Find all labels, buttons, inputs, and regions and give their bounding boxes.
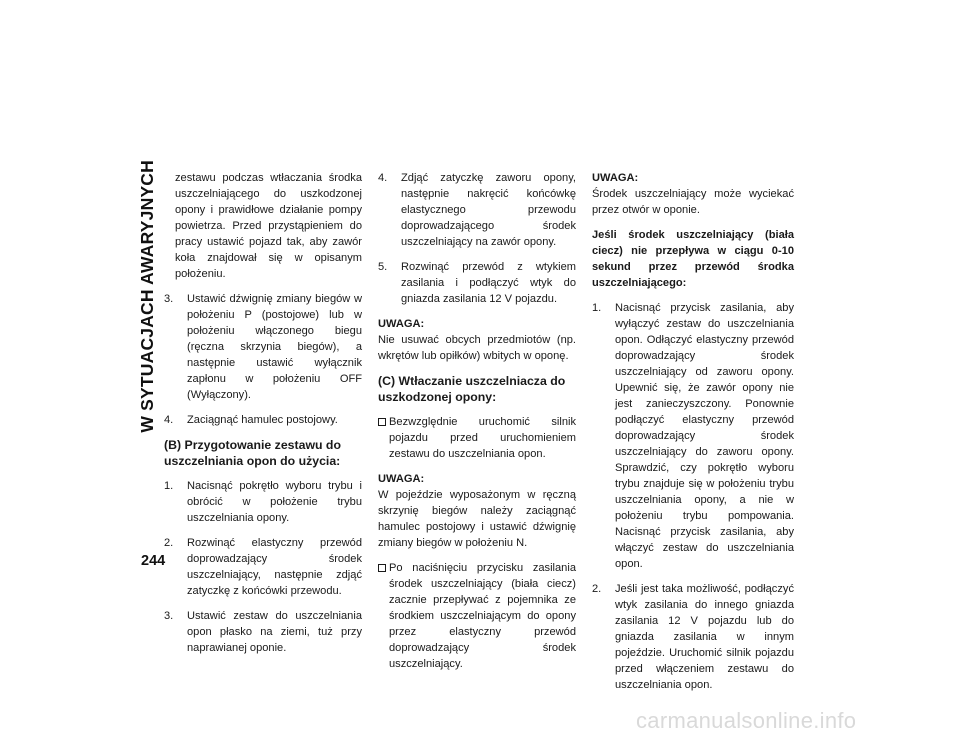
- step-text: Rozwinąć elastyczny przewód doprowadzający środek uszczelniający, następnie zdjąć zatyczkę z końcówki przewodu.: [187, 537, 362, 597]
- step-number: 1.: [164, 480, 174, 492]
- checkbox-bullet-icon: [378, 418, 386, 426]
- section-title: W SYTUACJACH AWARYJNYCH: [137, 160, 157, 433]
- step-number: 1.: [592, 302, 602, 314]
- note-text: Środek uszczelniający może wyciekać przez otwór w oponie.: [592, 188, 794, 216]
- checkbox-bullet-icon: [378, 564, 386, 572]
- note-label: UWAGA:: [378, 318, 425, 330]
- watermark: carmanualsonline.info: [636, 708, 857, 733]
- continuation-paragraph: zestawu podczas wtłaczania środka uszczelniającego do uszkodzonej opony i prawidłowe działanie pompy powietrza. Przed przystąpieniem do pracy ustawić pojazd tak, aby zawór koła znajdował się w opisanym położeniu.: [175, 172, 362, 280]
- note-label: UWAGA:: [378, 473, 425, 485]
- bullet-text: Bezwzględnie uruchomić silnik pojazdu przed uruchomieniem zestawu do uszczelniania opon.: [389, 416, 576, 460]
- step-number: 3.: [164, 610, 174, 622]
- list-item: [592, 581, 794, 693]
- bullet-item: [378, 560, 576, 672]
- step-number: 2.: [164, 537, 174, 549]
- step-text: Rozwinąć przewód z wtykiem zasilania i podłączyć wtyk do gniazda zasilania 12 V pojazdu.: [401, 261, 576, 305]
- note-label: UWAGA:: [592, 172, 639, 184]
- step-number: 2.: [592, 583, 602, 595]
- step-number: 5.: [378, 261, 388, 273]
- warning-paragraph: Jeśli środek uszczelniający (biała ciecz) nie przepływa w ciągu 0-10 sekund przez przewód środka uszczelniającego:: [592, 229, 794, 289]
- list-item: [378, 259, 576, 307]
- list-item: [164, 412, 362, 428]
- step-text: Nacisnąć pokrętło wyboru trybu i obrócić w położenie trybu uszczelniania opony.: [187, 480, 362, 524]
- list-item: [378, 170, 576, 250]
- step-text: Ustawić zestaw do uszczelniania opon płasko na ziemi, tuż przy naprawianej oponie.: [187, 610, 362, 654]
- list-item: [592, 300, 794, 572]
- step-text: Nacisnąć przycisk zasilania, aby wyłączyć zestaw do uszczelniania opon. Odłączyć elastyczny przewód doprowadzający środek uszczelniający od zaworu opony. Upewnić się, że zawór opony nie jest zanieczyszczony. Ponownie podłączyć elastyczny przewód doprowadzający środek uszczelniający do zaworu opony. Sprawdzić, czy pokrętło wyboru trybu znajduje się w położeniu trybu uszczelniania opony, a nie w położeniu trybu pompowania. Nacisnąć przycisk zasilania, aby włączyć zestaw do uszczelniania opon.: [615, 302, 794, 570]
- step-text: Zaciągnąć hamulec postojowy.: [187, 414, 338, 426]
- page-number: 244: [141, 553, 166, 569]
- column-1: [164, 170, 362, 665]
- list-item: [164, 478, 362, 526]
- step-number: 4.: [378, 172, 388, 184]
- list-item: [164, 291, 362, 403]
- section-heading-b: (B) Przygotowanie zestawu do uszczelniania opon do użycia:: [164, 438, 341, 468]
- column-2: [378, 170, 576, 681]
- bullet-text: Po naciśnięciu przycisku zasilania środek uszczelniający (biała ciecz) zacznie przepływać z pojemnika ze środkiem uszczelniającym do opony przez elastyczny przewód doprowadzający środek uszczelniający.: [389, 562, 576, 670]
- note-text: W pojeździe wyposażonym w ręczną skrzynię biegów należy zaciągnąć hamulec postojowy i ustawić dźwignię zmiany biegów w położeniu N.: [378, 489, 576, 549]
- step-number: 3.: [164, 293, 174, 305]
- list-item: [164, 608, 362, 656]
- bullet-item: [378, 414, 576, 462]
- step-text: Ustawić dźwignię zmiany biegów w położeniu P (postojowe) lub w położeniu włączonego biegu (ręczna skrzynia biegów), a następnie ustawić wyłącznik zapłonu w położeniu OFF (Wyłączony).: [187, 293, 362, 401]
- section-side-tab: [135, 160, 159, 535]
- section-heading-c: (C) Wtłaczanie uszczelniacza do uszkodzonej opony:: [378, 374, 566, 404]
- column-3: [592, 170, 794, 702]
- note-text: Nie usuwać obcych przedmiotów (np. wkrętów lub opiłków) wbitych w oponę.: [378, 334, 576, 362]
- list-item: [164, 535, 362, 599]
- step-number: 4.: [164, 414, 174, 426]
- step-text: Jeśli jest taka możliwość, podłączyć wtyk zasilania do innego gniazda zasilania 12 V pojazdu lub do gniazda zasilania w innym pojeździe. Uruchomić silnik pojazdu przed włączeniem zestawu do uszczelniania opon.: [615, 583, 794, 691]
- step-text: Zdjąć zatyczkę zaworu opony, następnie nakręcić końcówkę elastycznego przewodu doprowadzającego środek uszczelniający na zawór opony.: [401, 172, 576, 248]
